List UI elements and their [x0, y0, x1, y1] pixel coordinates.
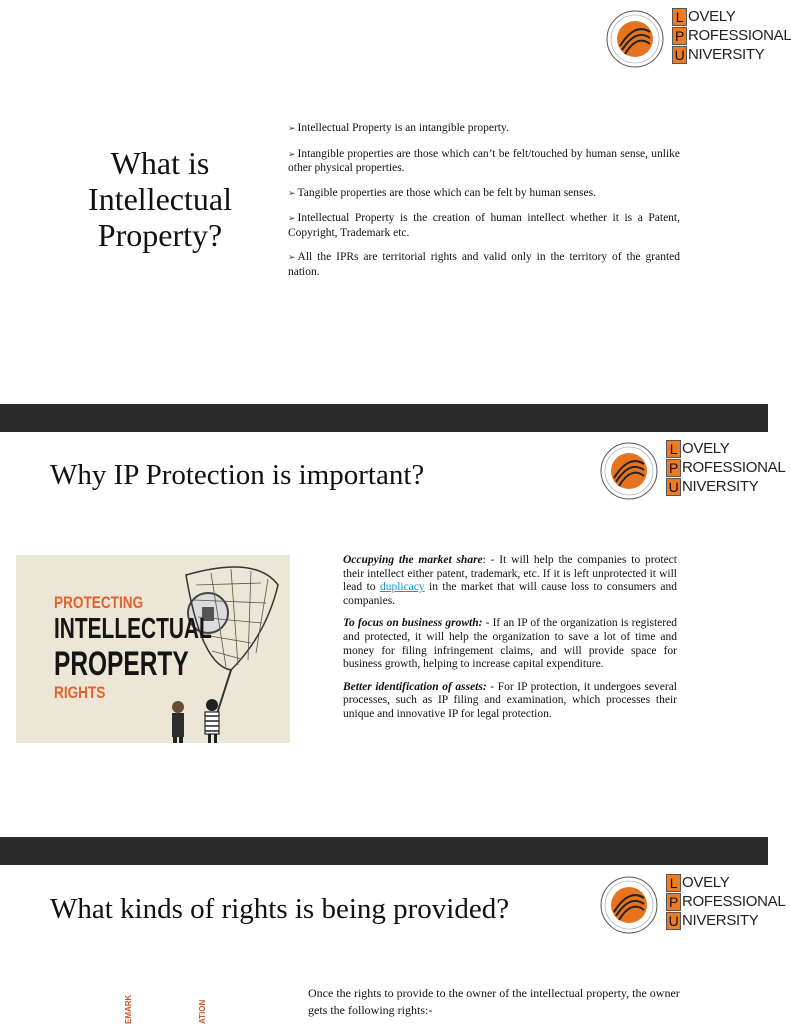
bullet-item: ➢ All the IPRs are territorial rights and valid only in the territory of the granted nation. [288, 251, 680, 278]
slide-title: What is Intellectual Property? [88, 145, 232, 253]
bullet-list [288, 122, 680, 290]
lpu-wordmark: L OVELY P ROFESSIONAL U NIVERSITY [666, 439, 785, 496]
slide-kinds-of-rights [0, 865, 786, 1024]
image-label-trademark: EMARK [124, 994, 133, 1024]
reason-asset-identification: Better identification of assets: - For IP protection, it undergoes several processes, such as IP filing and examination, which processes their unique and innovative IP for legal protection. [343, 680, 677, 720]
image-caption-protecting: PROTECTING [54, 593, 144, 612]
slide-title: Why IP Protection is important? [50, 459, 425, 491]
lpu-wordmark: L OVELY P ROFESSIONAL U NIVERSITY [672, 7, 791, 64]
arrow-bullet-icon: ➢ [288, 149, 296, 160]
bullet-item: ➢ Intellectual Property is an intangible property. [288, 122, 509, 134]
rights-intro-text: Once the rights to provide to the owner of the intellectual property, the owner gets the following rights:- [308, 986, 680, 1017]
lpu-seal-icon [606, 10, 664, 68]
lpu-wordmark: L OVELY P ROFESSIONAL U NIVERSITY [666, 873, 785, 930]
lpu-logo [600, 437, 786, 507]
lpu-seal-icon [600, 876, 658, 934]
slide-divider [0, 404, 768, 432]
lpu-seal-icon [600, 442, 658, 500]
arrow-bullet-icon: ➢ [288, 124, 296, 134]
arrow-bullet-icon: ➢ [288, 188, 296, 199]
bullet-item: ➢ Tangible properties are those which can be felt by human senses. [288, 186, 596, 199]
slide-why-ip-protection [0, 432, 786, 837]
bullet-item: ➢ Intellectual Property is the creation of human intellect whether it is a Patent, Copyright, Trademark etc. [288, 212, 680, 239]
protecting-ip-illustration [16, 555, 290, 743]
reason-market-share: Occupying the market share: - It will help the companies to protect their intellect either patent, trademark, etc. If it is left unprotected it will lead to duplicacy in the market that will cause loss to consumers and companies. [343, 554, 677, 607]
duplicacy-link[interactable]: duplicacy [379, 581, 425, 594]
lpu-logo [606, 5, 791, 75]
image-caption-intellectual: INTELLECTUAL [54, 613, 212, 645]
image-label-registration: ATION [198, 999, 207, 1024]
lpu-logo [600, 871, 786, 941]
reason-business-growth: To focus on business growth: - If an IP of the organization is registered and protected, it will help the organization to save a lot of time and money for filing infringement claims, and will provide space for business growth, helping to increase capital expenditure. [343, 617, 677, 671]
slide-what-is-ip [0, 0, 791, 404]
reasons-text [343, 554, 677, 731]
slide-divider [0, 837, 768, 865]
arrow-bullet-icon: ➢ [288, 214, 296, 224]
arrow-bullet-icon: ➢ [288, 253, 296, 263]
bullet-item: ➢ Intangible properties are those which can’t be felt/touched by human sense, unlike other physical properties. [288, 147, 680, 174]
image-caption-property: PROPERTY [54, 645, 189, 683]
slide-title: What kinds of rights is being provided? [50, 893, 510, 925]
image-caption-rights: RIGHTS [54, 683, 106, 702]
